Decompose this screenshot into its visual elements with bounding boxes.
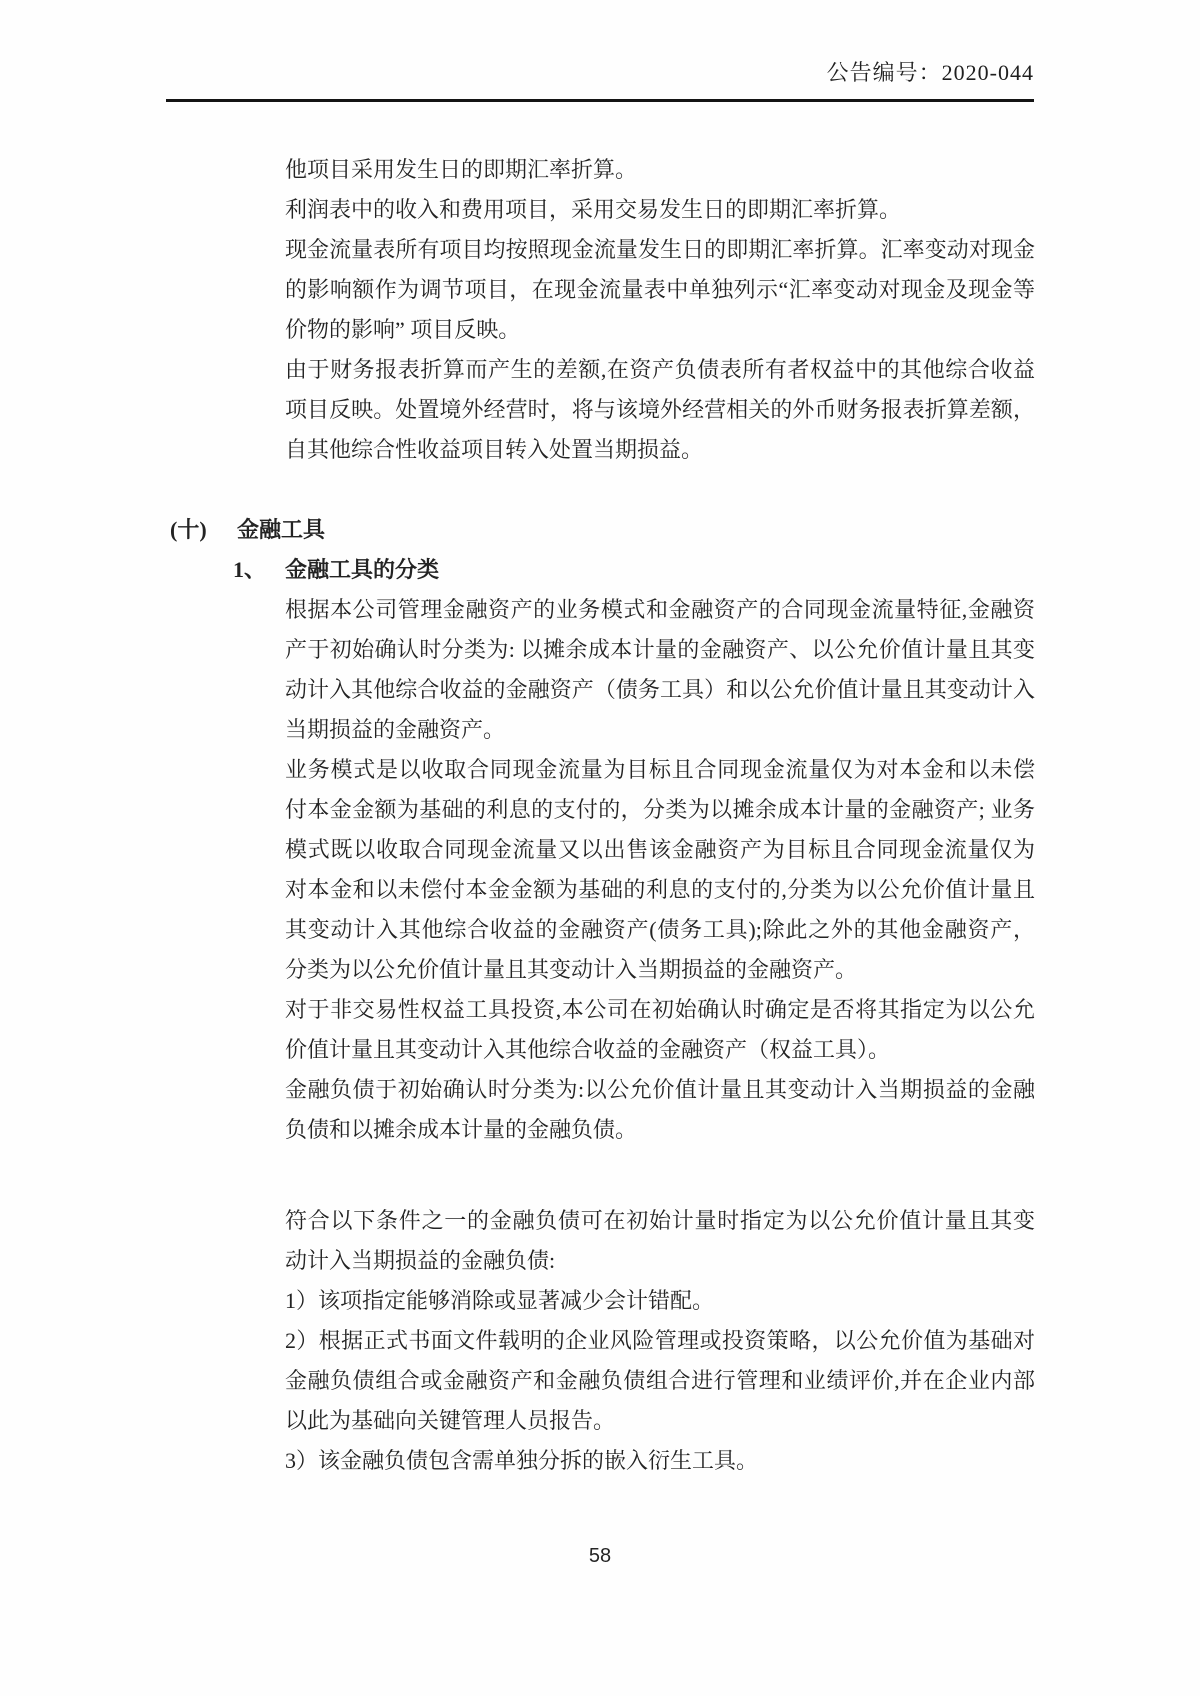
announcement-number: 公告编号：2020-044: [826, 60, 1034, 85]
paragraph: [285, 190, 1035, 230]
heading-title: 金融工具的分类: [285, 557, 440, 582]
text-line: 利润表中的收入和费用项目，采用交易发生日的即期汇率折算。: [285, 197, 902, 222]
text-line: 产于初始确认时分类为: 以摊余成本计量的金融资产、以公允价值计量且其变: [285, 637, 1035, 662]
text-line: 价物的影响” 项目反映。: [285, 317, 521, 342]
heading-title: 金融工具: [237, 517, 326, 542]
heading-number: (十): [170, 517, 207, 542]
text-line: 1）该项指定能够消除或显著减少会计错配。: [285, 1288, 715, 1313]
paragraph: [285, 750, 1035, 990]
section-heading: [170, 510, 1035, 550]
page-number: 58: [588, 1545, 612, 1567]
text-line: 价值计量且其变动计入其他综合收益的金融资产（权益工具）。: [285, 1037, 891, 1062]
sub-heading: [233, 550, 1035, 590]
text-line: 的影响额作为调节项目，在现金流量表中单独列示“汇率变动对现金及现金等: [285, 277, 1035, 302]
text-line: 3）该金融负债包含需单独分拆的嵌入衍生工具。: [285, 1448, 759, 1473]
text-line: 金融负债组合或金融资产和金融负债组合进行管理和业绩评价,并在企业内部: [285, 1368, 1035, 1393]
text-line: 动计入当期损益的金融负债:: [285, 1248, 556, 1273]
text-line: 根据本公司管理金融资产的业务模式和金融资产的合同现金流量特征,金融资: [285, 597, 1035, 622]
text-line: 其变动计入其他综合收益的金融资产(债务工具);除此之外的其他金融资产，: [285, 917, 1035, 942]
text-line: 当期损益的金融资产。: [285, 717, 506, 742]
paragraph: [285, 1281, 1035, 1321]
text-line: 业务模式是以收取合同现金流量为目标且合同现金流量仅为对本金和以未偿: [285, 757, 1035, 782]
paragraph: [285, 590, 1035, 750]
text-line: 符合以下条件之一的金融负债可在初始计量时指定为以公允价值计量且其变: [285, 1208, 1035, 1233]
paragraph: [285, 350, 1035, 470]
text-line: 现金流量表所有项目均按照现金流量发生日的即期汇率折算。汇率变动对现金: [285, 237, 1035, 262]
text-line: 动计入其他综合收益的金融资产（债务工具）和以公允价值计量且其变动计入: [285, 677, 1035, 702]
heading-number: 1、: [233, 557, 267, 582]
text-line: 负债和以摊余成本计量的金融负债。: [285, 1117, 638, 1142]
paragraph: [285, 1321, 1035, 1441]
text-line: 付本金金额为基础的利息的支付的，分类为以摊余成本计量的金融资产; 业务: [285, 797, 1035, 822]
paragraph: [285, 230, 1035, 350]
text-line: 模式既以收取合同现金流量又以出售该金融资产为目标且合同现金流量仅为: [285, 837, 1035, 862]
text-line: 分类为以公允价值计量且其变动计入当期损益的金融资产。: [285, 957, 858, 982]
text-line: 金融负债于初始确认时分类为:以公允价值计量且其变动计入当期损益的金融: [285, 1077, 1035, 1102]
paragraph: [285, 1201, 1035, 1281]
text-line: 2）根据正式书面文件载明的企业风险管理或投资策略，以公允价值为基础对: [285, 1328, 1035, 1353]
text-line: 以此为基础向关键管理人员报告。: [285, 1408, 616, 1433]
text-line: 自其他综合性收益项目转入处置当期损益。: [285, 437, 704, 462]
paragraph: [285, 1441, 1035, 1481]
text-line: 对于非交易性权益工具投资,本公司在初始确认时确定是否将其指定为以公允: [285, 997, 1035, 1022]
content-flow: [170, 150, 1035, 1481]
text-line: 由于财务报表折算而产生的差额,在资产负债表所有者权益中的其他综合收益: [285, 357, 1035, 382]
paragraph: [285, 1070, 1035, 1150]
paragraph: [285, 150, 1035, 190]
text-line: 他项目采用发生日的即期汇率折算。: [285, 157, 638, 182]
text-line: 对本金和以未偿付本金金额为基础的利息的支付的,分类为以公允价值计量且: [285, 877, 1035, 902]
header-rule: [166, 99, 1034, 102]
text-line: 项目反映。处置境外经营时，将与该境外经营相关的外币财务报表折算差额，: [285, 397, 1035, 422]
paragraph: [285, 990, 1035, 1070]
